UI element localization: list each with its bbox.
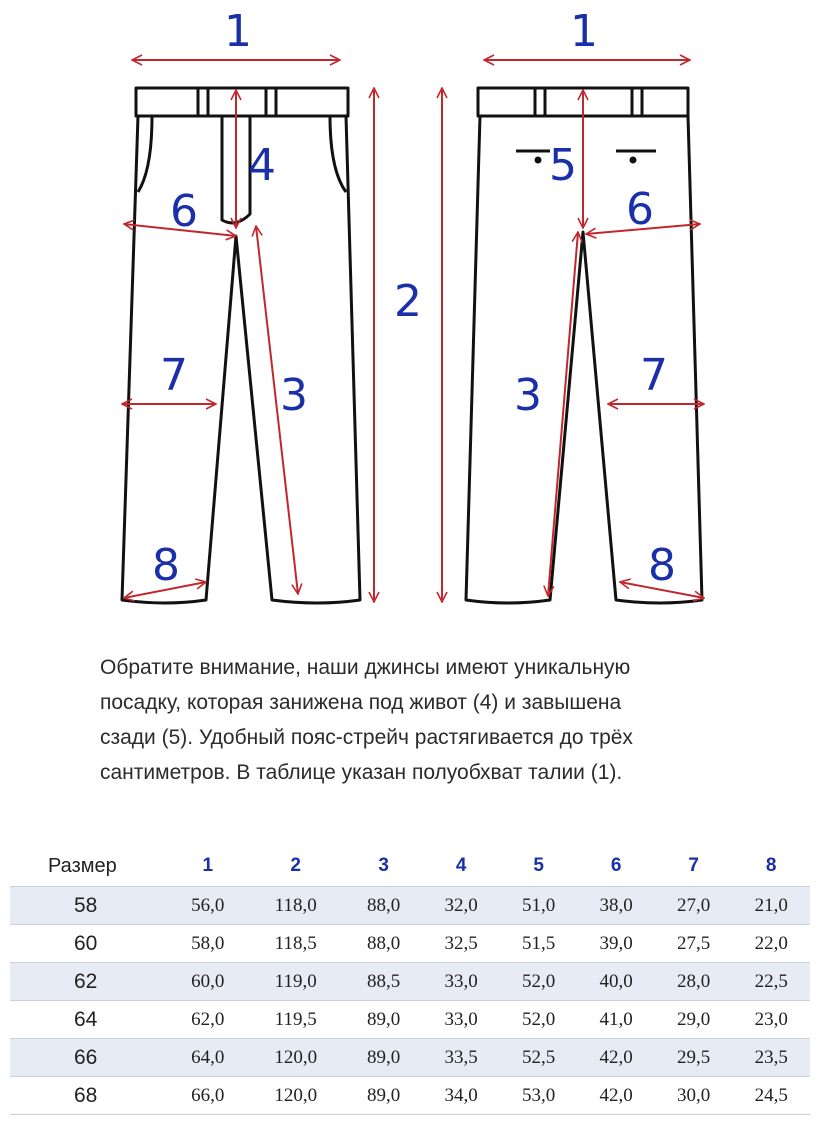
back-pocket-button-left [535, 157, 542, 164]
table-row [10, 1077, 810, 1115]
table-cell: 64,0 [191, 1046, 225, 1068]
back-label-thigh: 7 [640, 350, 668, 401]
table-cell: 118,0 [274, 894, 317, 916]
size-column-header: Размер [48, 854, 117, 877]
table-cell: 120,0 [274, 1084, 318, 1106]
table-cell: 29,5 [677, 1046, 711, 1068]
size-cell: 66 [74, 1045, 98, 1069]
back-label-yoke: 5 [549, 140, 577, 191]
size-cell: 62 [74, 969, 98, 993]
table-cell: 23,0 [754, 1008, 788, 1030]
table-cell: 88,0 [367, 932, 401, 954]
column-header-6: 6 [610, 855, 622, 876]
table-cell: 119,5 [274, 1008, 317, 1030]
back-label-hip: 6 [626, 184, 654, 235]
table-cell: 89,0 [367, 1084, 401, 1106]
front-label-waist: 1 [224, 6, 252, 57]
table-cell: 42,0 [599, 1084, 633, 1106]
table-cell: 34,0 [444, 1084, 478, 1106]
fit-note-line: Обратите внимание, наши джинсы имеют уникальную [100, 656, 631, 679]
fit-note-line: сзади (5). Удобный пояс-стрейч растягивается до трёх [100, 726, 633, 749]
front-label-hip: 6 [170, 186, 198, 237]
column-header-4: 4 [455, 855, 467, 876]
table-cell: 51,0 [522, 894, 556, 916]
back-inseam-arrow [548, 232, 578, 596]
table-cell: 42,0 [599, 1046, 633, 1068]
table-row [10, 925, 810, 963]
table-cell: 120,0 [274, 1046, 318, 1068]
table-cell: 23,5 [754, 1046, 788, 1068]
table-cell: 24,5 [754, 1084, 788, 1106]
table-cell: 32,5 [444, 932, 478, 954]
back-label-inseam: 3 [514, 370, 542, 421]
table-cell: 52,0 [522, 970, 556, 992]
fit-note-line: посадку, которая занижена под живот (4) и завышена [100, 691, 622, 714]
table-cell: 119,0 [274, 970, 317, 992]
front-label-rise: 4 [248, 140, 276, 191]
measurement-arrows [122, 60, 704, 602]
size-cell: 58 [74, 893, 98, 917]
size-table-header [10, 846, 810, 887]
column-header-1: 1 [202, 855, 214, 876]
table-cell: 51,5 [522, 932, 556, 954]
table-cell: 66,0 [191, 1084, 225, 1106]
table-cell: 60,0 [191, 970, 225, 992]
table-cell: 27,5 [677, 932, 711, 954]
column-header-8: 8 [765, 855, 777, 876]
table-row [10, 963, 810, 1001]
front-label-inseam: 3 [280, 370, 308, 421]
table-cell: 56,0 [191, 894, 225, 916]
front-label-hem: 8 [152, 540, 180, 591]
table-cell: 28,0 [677, 970, 711, 992]
column-header-2: 2 [290, 855, 301, 876]
column-header-7: 7 [688, 855, 699, 876]
table-cell: 62,0 [191, 1008, 225, 1030]
table-cell: 33,5 [444, 1046, 478, 1068]
front-label-thigh: 7 [160, 350, 188, 401]
size-table [10, 846, 810, 1115]
table-row [10, 1039, 810, 1077]
fit-note-line: сантиметров. В таблице указан полуобхват талии (1). [100, 761, 623, 784]
table-cell: 29,0 [677, 1008, 711, 1030]
size-cell: 68 [74, 1083, 98, 1107]
table-cell: 33,0 [444, 970, 478, 992]
table-cell: 22,0 [754, 932, 788, 954]
table-cell: 22,5 [754, 970, 788, 992]
table-row [10, 887, 810, 925]
table-cell: 38,0 [599, 894, 633, 916]
front-pants-outline [122, 88, 360, 603]
back-pocket-button-right [630, 157, 637, 164]
table-cell: 89,0 [367, 1008, 401, 1030]
table-row [10, 1001, 810, 1039]
fit-note [100, 650, 740, 790]
table-cell: 52,5 [522, 1046, 556, 1068]
table-cell: 58,0 [191, 932, 225, 954]
table-cell: 39,0 [599, 932, 633, 954]
back-label-hem: 8 [648, 540, 676, 591]
column-header-3: 3 [378, 855, 389, 876]
table-cell: 52,0 [522, 1008, 556, 1030]
table-cell: 21,0 [754, 894, 788, 916]
table-cell: 118,5 [274, 932, 317, 954]
column-header-5: 5 [533, 855, 544, 876]
size-cell: 64 [74, 1007, 98, 1031]
table-cell: 88,5 [367, 970, 401, 992]
table-cell: 30,0 [677, 1084, 711, 1106]
center-label-length: 2 [394, 276, 422, 327]
table-cell: 41,0 [599, 1008, 633, 1030]
table-cell: 32,0 [444, 894, 478, 916]
back-label-waist: 1 [570, 6, 598, 57]
table-cell: 40,0 [599, 970, 633, 992]
table-cell: 89,0 [367, 1046, 401, 1068]
table-cell: 88,0 [367, 894, 401, 916]
table-cell: 27,0 [677, 894, 711, 916]
size-cell: 60 [74, 931, 98, 955]
table-cell: 33,0 [444, 1008, 478, 1030]
table-cell: 53,0 [522, 1084, 556, 1106]
